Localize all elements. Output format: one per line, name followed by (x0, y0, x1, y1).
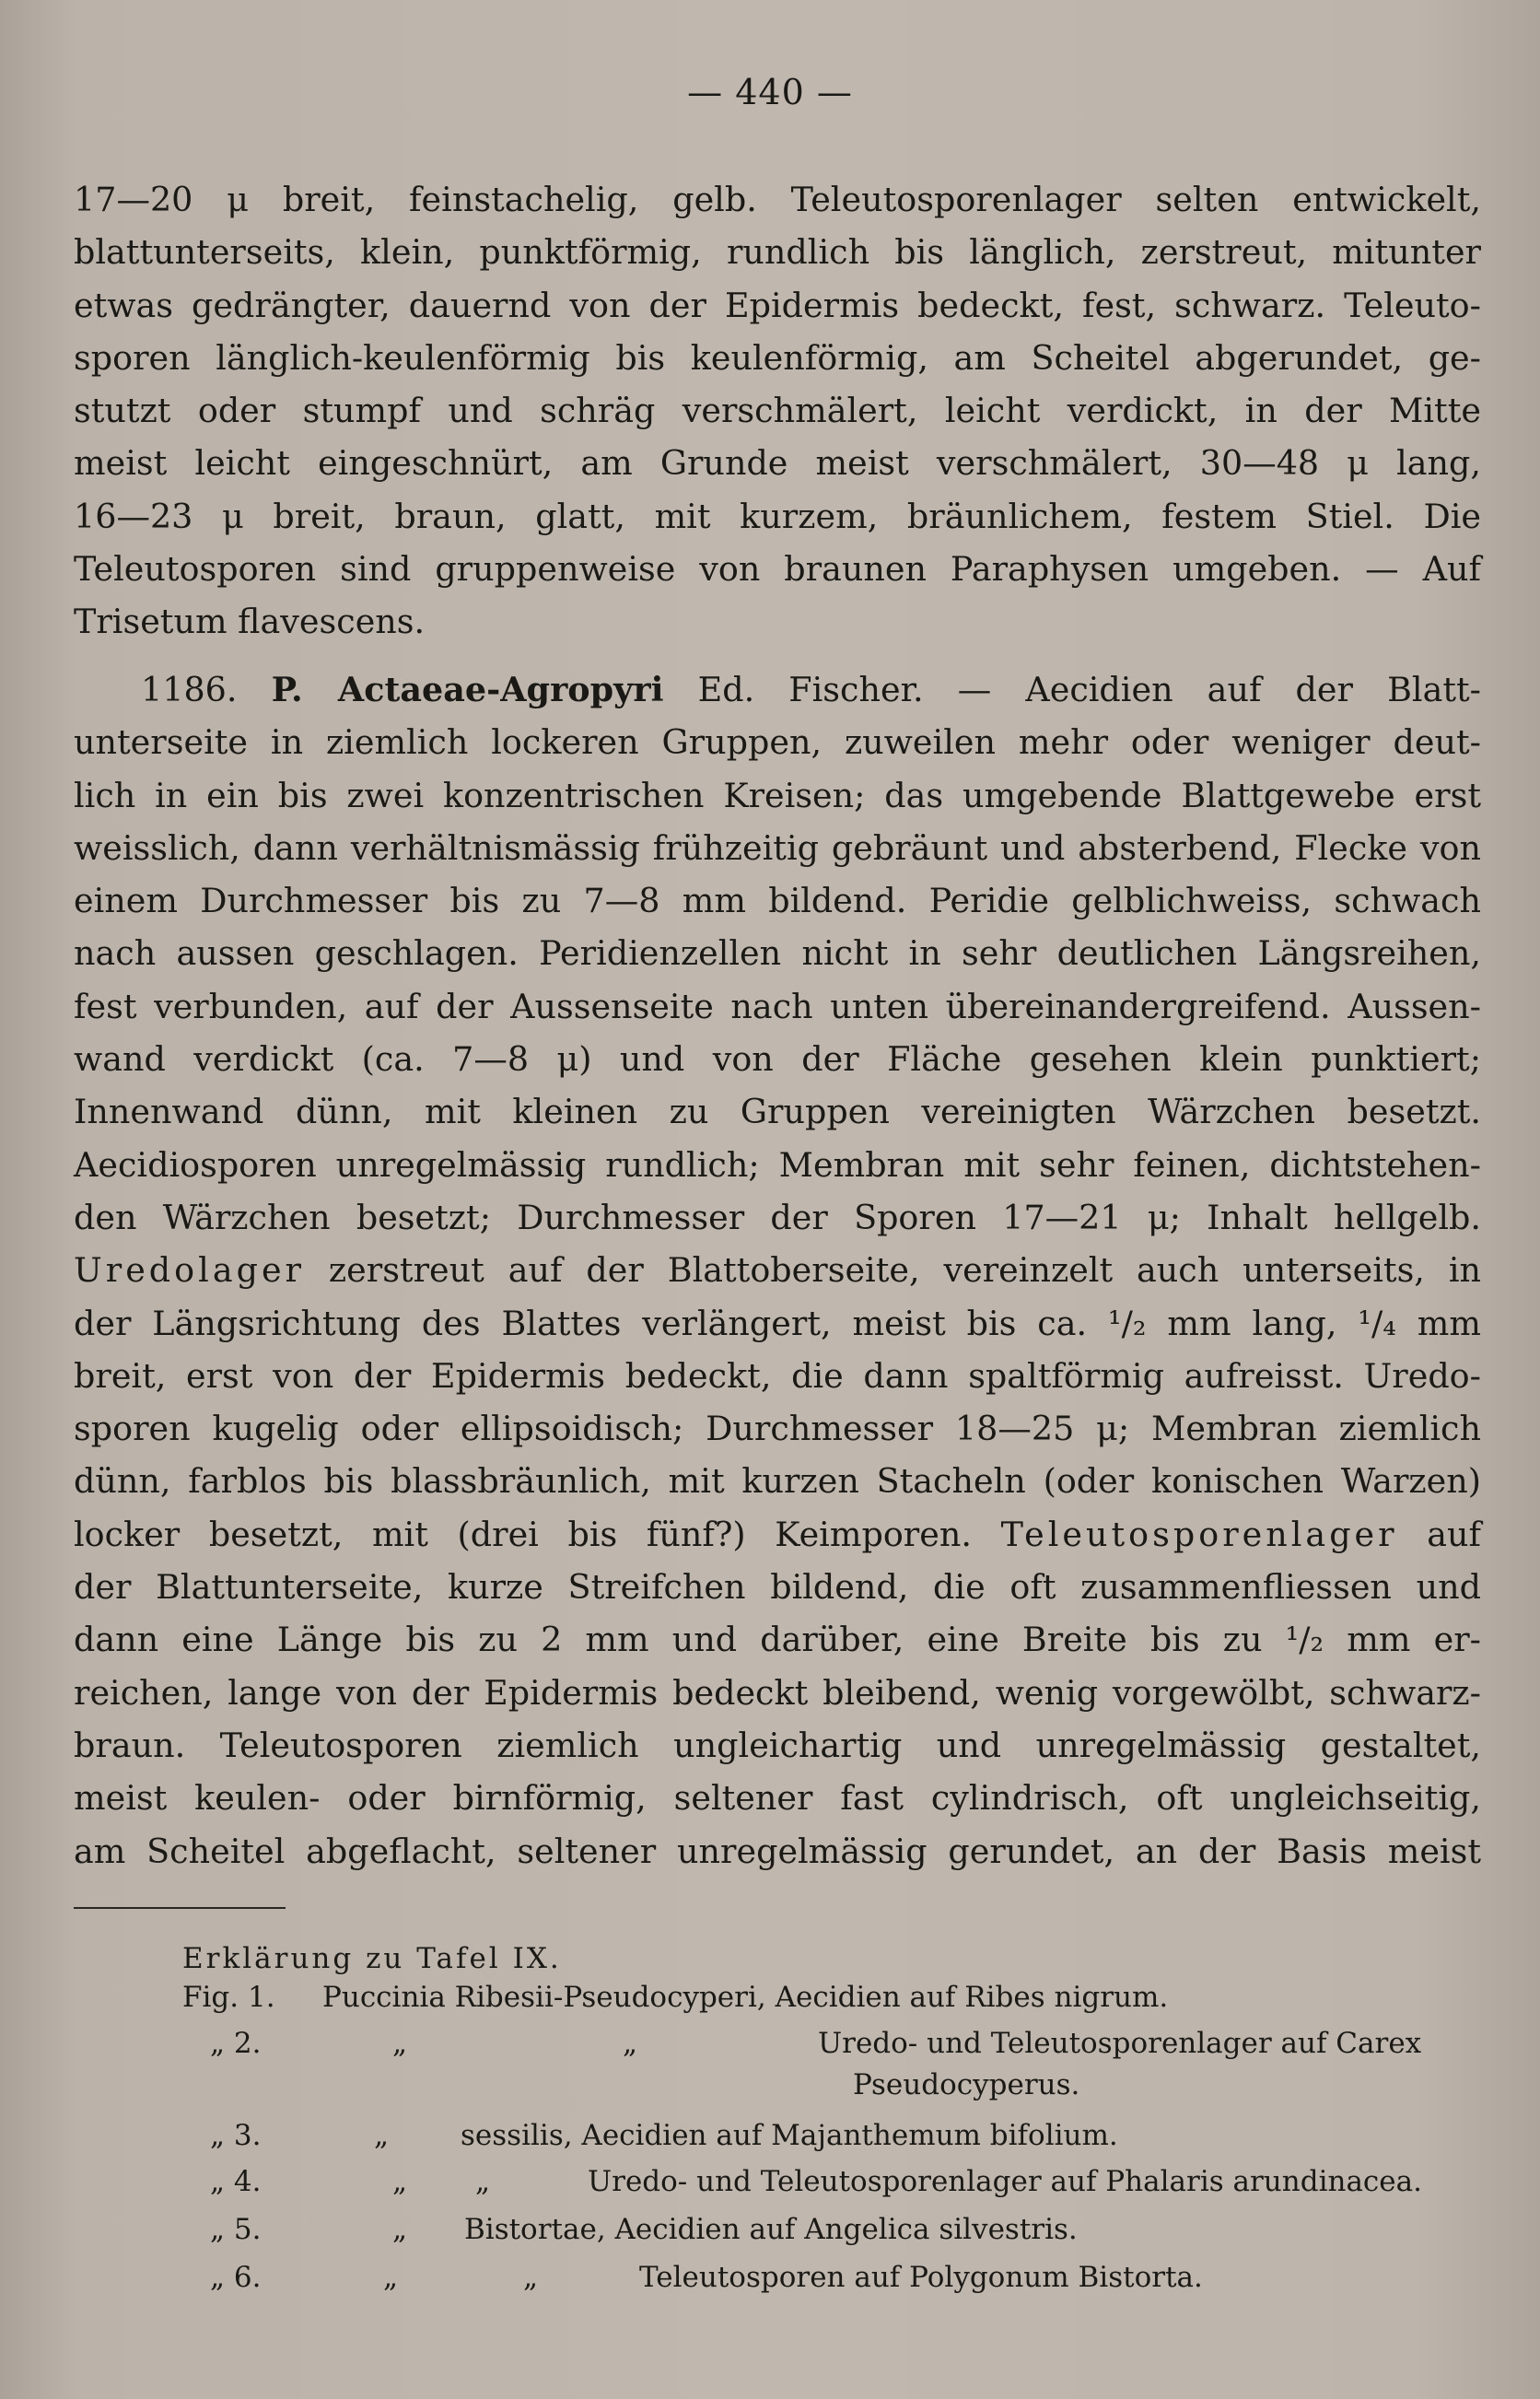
text-line: 17—20 μ breit, feinstachelig, gelb. Teleutosporenlager selten entwickelt, (74, 180, 1481, 219)
text-line: dünn, farblos bis blassbräunlich, mit kurzen Stacheln (oder konischen Warzen) (74, 1461, 1481, 1502)
ditto-mark: „ (475, 2165, 491, 2198)
text-line: am Scheitel abgeflacht, seltener unregelmässig gerundet, an der Basis meist (74, 1831, 1481, 1871)
ditto-mark: „ (383, 2261, 399, 2294)
entry-text: — Aecidien auf der Blatt- (957, 670, 1482, 709)
text-line: Aecidiosporen unregelmässig rundlich; Membran mit sehr feinen, dichtstehen- (74, 1144, 1481, 1185)
footnote-divider (74, 1907, 286, 1909)
text-line: 16—23 μ breit, braun, glatt, mit kurzem, bräunlichem, festem Stiel. Die (74, 496, 1481, 536)
paragraph-2 (74, 663, 1481, 1878)
text-line: meist leicht eingeschnürt, am Grunde meist verschmälert, 30—48 μ lang, (74, 443, 1481, 484)
figure-caption: sessilis, Aecidien auf Majanthemum bifolium. (461, 2119, 1118, 2152)
text-line: Teleutosporen sind gruppenweise von braunen Paraphysen umgeben. — Auf (74, 549, 1481, 590)
text-line: fest verbunden, auf der Aussenseite nach unten übereinandergreifend. Aussen- (74, 986, 1481, 1026)
text-line: meist keulen- oder birnförmig, seltener fast cylindrisch, oft ungleichseitig, (74, 1778, 1481, 1819)
figure-caption: Pseudocyperus. (853, 2068, 1080, 2101)
uredo-text: zerstreut auf der Blattoberseite, vereinzelt auch unterseits, in (328, 1250, 1481, 1291)
text-line: wand verdickt (ca. 7—8 μ) und von der Fläche gesehen klein punktiert; (74, 1039, 1481, 1080)
ditto-mark: „ (623, 2027, 638, 2060)
teleuto-line (74, 1508, 1481, 1561)
text-line: nach aussen geschlagen. Peridienzellen nicht in sehr deutlichen Längsreihen, (74, 933, 1481, 974)
figure-caption: Uredo- und Teleutosporenlager auf Carex (818, 2027, 1422, 2060)
text-line: unterseite in ziemlich lockeren Gruppen, zuweilen mehr oder weniger deut- (74, 722, 1481, 763)
text-line: stutzt oder stumpf und schräg verschmälert, leicht verdickt, in der Mitte (74, 391, 1481, 431)
species-author: Ed. Fischer. (697, 670, 924, 709)
uredo-line (74, 1244, 1481, 1296)
text-line: sporen länglich-keulenförmig bis keulenförmig, am Scheitel abgerundet, ge- (74, 337, 1481, 378)
text-line: der Längsrichtung des Blattes verlängert, meist bis ca. ¹/₂ mm lang, ¹/₄ mm (74, 1303, 1481, 1343)
figure-number: „ 6. (210, 2261, 262, 2294)
footnote-row (182, 2165, 1490, 2206)
text-line: Trisetum flavescens. (74, 602, 426, 642)
page-number: — 440 — (687, 72, 853, 112)
figure-caption: Puccinia Ribesii-Pseudocyperi, Aecidien auf Ribes nigrum. (322, 1981, 1169, 2014)
figure-number: „ 5. (210, 2213, 262, 2246)
footnote-row (182, 2213, 1490, 2253)
species-name: P. Actaeae-Agropyri (271, 670, 664, 709)
footnote-row (182, 2068, 1490, 2109)
teleuto-label: Teleutosporenlager (1000, 1514, 1398, 1554)
figure-number: „ 3. (210, 2119, 262, 2152)
footnote-row (182, 2261, 1490, 2301)
text-line: dann eine Länge bis zu 2 mm und darüber, eine Breite bis zu ¹/₂ mm er- (74, 1620, 1481, 1660)
text-line: reichen, lange von der Epidermis bedeckt bleibend, wenig vorgewölbt, schwarz- (74, 1672, 1481, 1713)
text-line: breit, erst von der Epidermis bedeckt, die dann spaltförmig aufreisst. Uredo- (74, 1355, 1481, 1396)
ditto-mark: „ (523, 2261, 539, 2294)
figure-caption: Uredo- und Teleutosporenlager auf Phalaris arundinacea. (588, 2165, 1422, 2198)
text-line: etwas gedrängter, dauernd von der Epidermis bedeckt, fest, schwarz. Teleuto- (74, 285, 1481, 325)
text-line: Innenwand dünn, mit kleinen zu Gruppen vereinigten Wärzchen besetzt. (74, 1092, 1481, 1132)
footnote-row (182, 2119, 1490, 2159)
text-line: lich in ein bis zwei konzentrischen Kreisen; das umgebende Blattgewebe erst (74, 775, 1481, 815)
text-line: braun. Teleutosporen ziemlich ungleichartig und unregelmässig gestaltet, (74, 1725, 1481, 1765)
entry-number: 1186. (141, 670, 238, 709)
footnote-heading: Erklärung zu Tafel IX. (182, 1942, 562, 1975)
ditto-mark: „ (392, 2213, 408, 2246)
text-line: einem Durchmesser bis zu 7—8 mm bildend. Peridie gelblichweiss, schwach (74, 881, 1481, 921)
text-line: weisslich, dann verhältnismässig frühzeitig gebräunt und absterbend, Flecke von (74, 827, 1481, 868)
text-line: den Wärzchen besetzt; Durchmesser der Sporen 17—21 μ; Inhalt hellgelb. (74, 1197, 1481, 1237)
entry-first-line (74, 663, 1481, 716)
figure-caption: Teleutosporen auf Polygonum Bistorta. (639, 2261, 1203, 2294)
paragraph-1 (74, 173, 1481, 649)
ditto-mark: „ (374, 2119, 390, 2152)
ditto-mark: „ (392, 2027, 408, 2060)
uredo-label: Uredolager (74, 1250, 305, 1291)
footnote-row (182, 2027, 1490, 2067)
text-line: sporen kugelig oder ellipsoidisch; Durchmesser 18—25 μ; Membran ziemlich (74, 1409, 1481, 1449)
figure-number: Fig. 1. (182, 1981, 275, 2014)
text-line: der Blattunterseite, kurze Streifchen bildend, die oft zusammenfliessen und (74, 1567, 1481, 1608)
teleuto-text-start: locker besetzt, mit (drei bis fünf?) Keimporen. (74, 1514, 972, 1554)
figure-number: „ 2. (210, 2027, 262, 2060)
figure-caption: Bistortae, Aecidien auf Angelica silvestris. (464, 2213, 1078, 2246)
ditto-mark: „ (392, 2165, 408, 2198)
figure-number: „ 4. (210, 2165, 262, 2198)
text-line: blattunterseits, klein, punktförmig, rundlich bis länglich, zerstreut, mitunter (74, 232, 1481, 273)
teleuto-text-end: auf (1427, 1514, 1482, 1554)
footnote-row (182, 1981, 1490, 2021)
